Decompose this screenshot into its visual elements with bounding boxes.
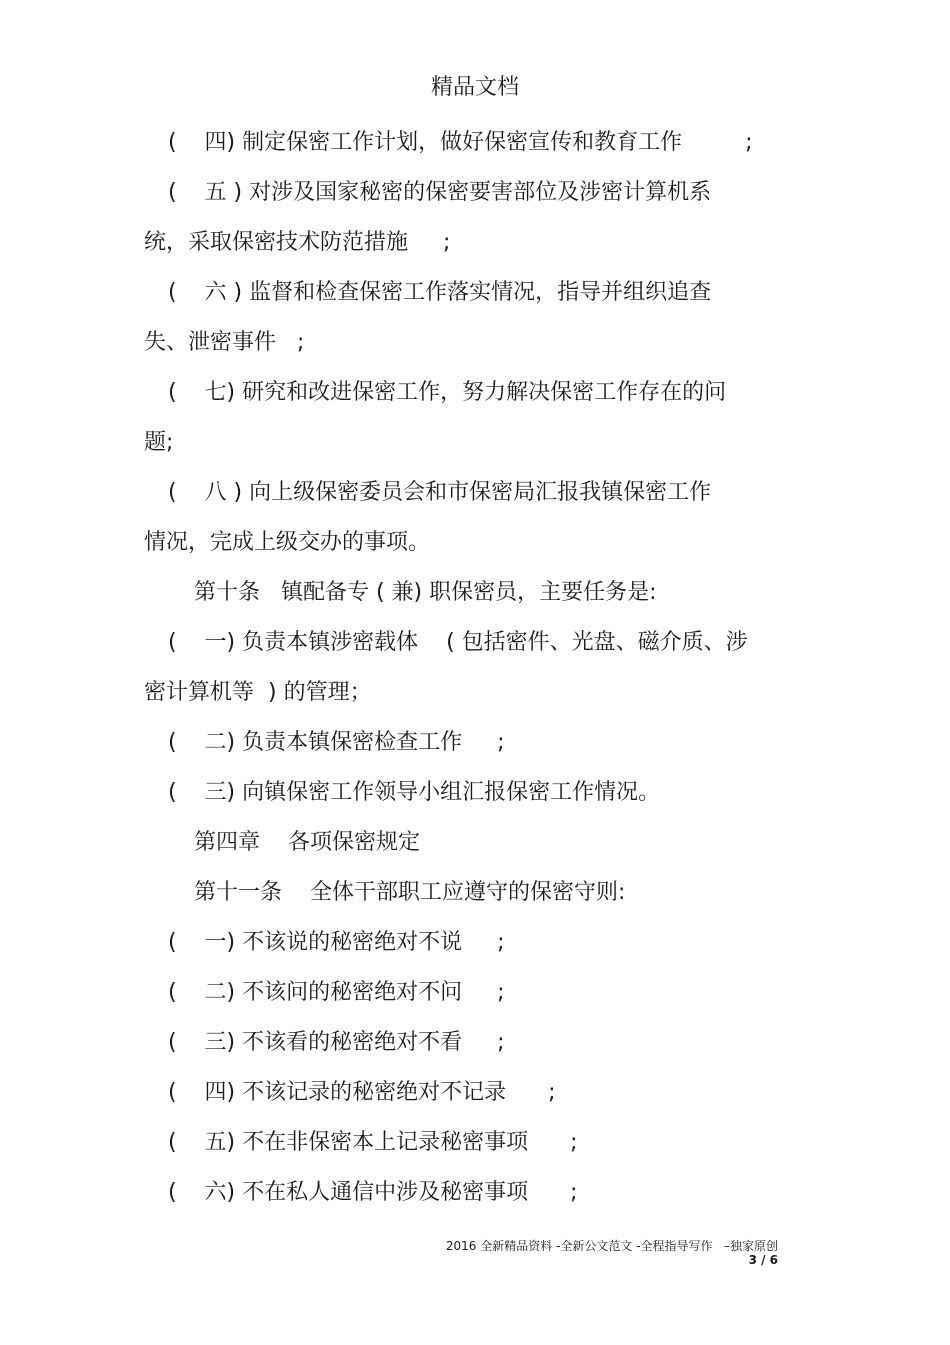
page-number: 3 / 6: [748, 1253, 778, 1267]
chapter-heading: 第四章 各项保密规定: [194, 830, 420, 855]
text-line: 统，采取保密技术防范措施 ;: [144, 230, 451, 255]
text-line: ( 一) 负责本镇涉密载体 ( 包括密件、光盘、磁介质、涉: [168, 630, 748, 655]
article-heading: 第十一条 全体干部职工应遵守的保密守则:: [194, 880, 626, 905]
text-line: ( 四) 不该记录的秘密绝对不记录 ;: [168, 1080, 556, 1105]
text-line: ( 八 ) 向上级保密委员会和市保密局汇报我镇保密工作: [168, 480, 712, 505]
text-line: 失、泄密事件 ;: [144, 330, 305, 355]
text-line: 密计算机等 ) 的管理；: [144, 680, 372, 705]
text-line: ( 六) 不在私人通信中涉及秘密事项 ;: [168, 1180, 578, 1205]
text-line: 情况，完成上级交办的事项。: [144, 530, 431, 555]
text-line: ( 一) 不该说的秘密绝对不说 ;: [168, 930, 505, 955]
text-line: ( 六 ) 监督和检查保密工作落实情况，指导并组织追查: [168, 280, 712, 305]
text-line: ( 二) 负责本镇保密检查工作 ;: [168, 730, 505, 755]
text-line: ( 四) 制定保密工作计划，做好保密宣传和教育工作 ;: [168, 130, 753, 155]
text-line: ( 五 ) 对涉及国家秘密的保密要害部位及涉密计算机系: [168, 180, 712, 205]
text-line: ( 七) 研究和改进保密工作，努力解决保密工作存在的问: [168, 380, 727, 405]
text-line: ( 二) 不该问的秘密绝对不问 ;: [168, 980, 505, 1005]
text-line: ( 三) 不该看的秘密绝对不看 ;: [168, 1030, 505, 1055]
page-header-title: 精品文档: [430, 75, 519, 100]
text-line: ( 三) 向镇保密工作领导小组汇报保密工作情况。: [168, 780, 661, 805]
text-line: 题;: [144, 430, 174, 455]
footer-text: 2016 全新精品资料 -全新公文范文 -全程指导写作 –独家原创: [445, 1239, 778, 1253]
text-line: ( 五) 不在非保密本上记录秘密事项 ;: [168, 1130, 578, 1155]
article-heading: 第十条 镇配备专 ( 兼) 职保密员，主要任务是:: [194, 580, 657, 605]
